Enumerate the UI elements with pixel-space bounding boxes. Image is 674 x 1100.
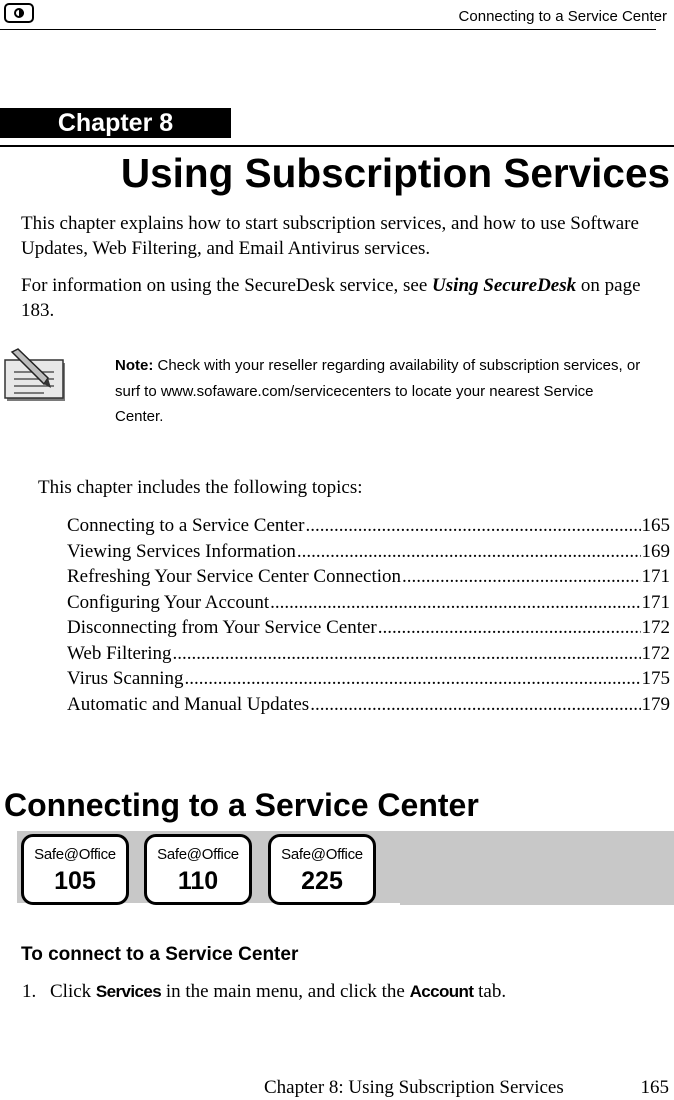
topics-list: [67, 515, 670, 719]
toc-leader: [305, 515, 640, 537]
intro-paragraph: This chapter explains how to start subscription services, and how to use Software Updates, Web Filtering, and Email Antivirus services.: [21, 213, 639, 259]
toc-leader: [378, 617, 641, 639]
toc-entry-title[interactable]: Virus Scanning: [67, 668, 184, 689]
toc-entry-title[interactable]: Connecting to a Service Center: [67, 515, 305, 536]
toc-leader: [173, 643, 641, 665]
section-title: Connecting to a Service Center: [4, 787, 479, 823]
toc-leader: [402, 566, 640, 588]
toc-entry-page: 179: [641, 693, 670, 715]
toc-entry[interactable]: [67, 566, 670, 592]
toc-entry-title[interactable]: Refreshing Your Service Center Connection: [67, 566, 402, 587]
toc-entry-page: 175: [641, 668, 670, 689]
securedesk-reference-link[interactable]: Using SecureDesk: [432, 275, 577, 296]
toc-entry[interactable]: [67, 643, 670, 669]
toc-entry[interactable]: [67, 515, 670, 541]
services-menu-reference: Services: [95, 982, 162, 1001]
pencil-note-icon: [4, 348, 70, 404]
chapter-rule: [0, 145, 674, 147]
toc-entry[interactable]: [67, 541, 670, 567]
toc-entry-page: 172: [641, 617, 670, 638]
toc-leader: [310, 694, 640, 716]
note-text: Note: Check with your reseller regarding availability of subscription services, or surf to www.sofaware.com/servicecenters to locate your nearest Service Center.: [115, 357, 641, 425]
procedure-title: To connect to a Service Center: [21, 944, 299, 965]
chapter-label: Chapter 8: [0, 108, 231, 138]
toc-entry-title[interactable]: Automatic and Manual Updates: [67, 693, 310, 715]
toc-entry-page: 165: [641, 515, 670, 536]
toc-entry-page: 171: [641, 566, 670, 587]
account-tab-reference: Account: [409, 982, 474, 1001]
product-badge: Safe@Office 110: [144, 834, 252, 905]
toc-entry-title[interactable]: Disconnecting from Your Service Center: [67, 617, 377, 638]
toc-entry[interactable]: [67, 694, 670, 720]
toc-entry[interactable]: [67, 617, 670, 643]
footer-chapter-title: Chapter 8: Using Subscription Services: [264, 1077, 564, 1098]
product-badge: Safe@Office 105: [21, 834, 129, 905]
toc-entry-title[interactable]: Viewing Services Information: [67, 540, 296, 562]
toc-entry-title[interactable]: Web Filtering: [67, 642, 172, 664]
footer-page-number: 165: [640, 1077, 669, 1098]
toc-entry-page: 169: [641, 540, 670, 562]
topics-intro: This chapter includes the following topics:: [38, 477, 363, 498]
running-header-title: Connecting to a Service Center: [458, 8, 667, 25]
product-badge: Safe@Office 225: [268, 834, 376, 905]
toc-entry-page: 172: [641, 642, 670, 664]
toc-entry-page: 171: [641, 591, 670, 613]
toc-entry[interactable]: [67, 668, 670, 694]
chapter-title: Using Subscription Services: [120, 150, 670, 196]
toc-leader: [270, 592, 640, 614]
note-label: Note:: [115, 357, 154, 374]
procedure-step: 1. Click Services in the main menu, and click the Account tab.: [22, 981, 507, 1002]
intro-paragraph-reference: For information on using the SecureDesk service, see Using SecureDesk on page 183.: [21, 275, 641, 321]
toc-entry-title[interactable]: Configuring Your Account: [67, 591, 270, 613]
sofaware-logo-icon: [4, 3, 34, 23]
toc-leader: [185, 668, 641, 690]
toc-leader: [297, 541, 641, 563]
header-rule: [0, 29, 656, 30]
toc-entry[interactable]: [67, 592, 670, 618]
